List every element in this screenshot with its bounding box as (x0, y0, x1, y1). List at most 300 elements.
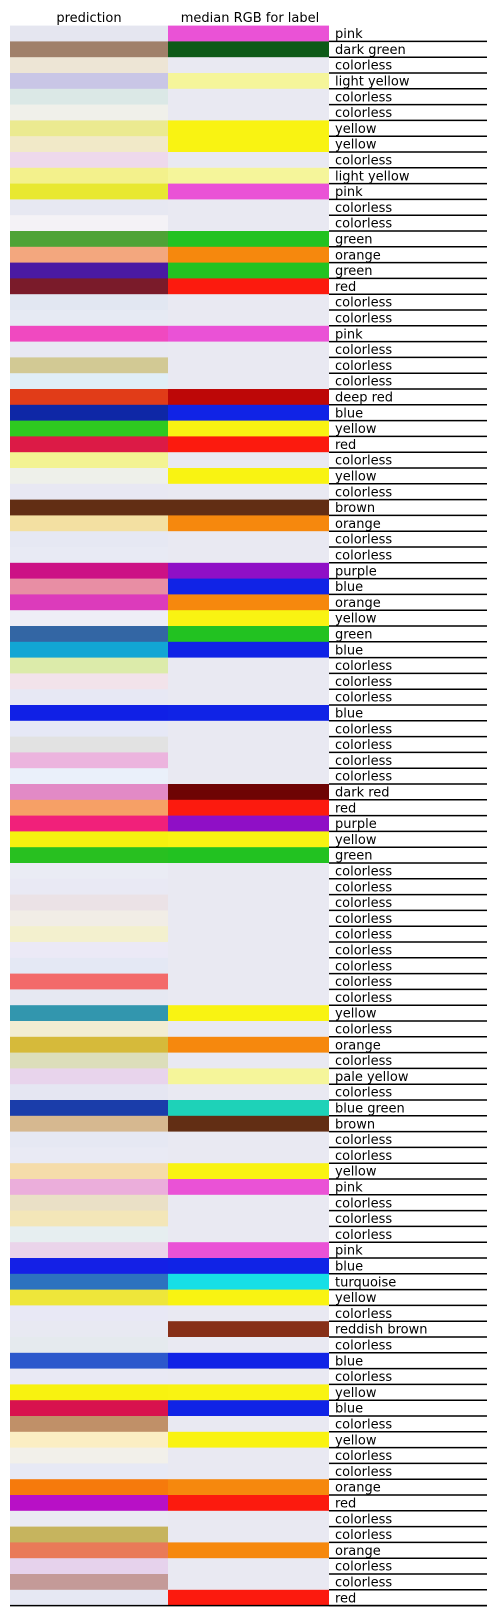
median-swatch (168, 1179, 329, 1195)
median-swatch (168, 1416, 329, 1432)
median-swatch (168, 294, 329, 310)
label-text: colorless (335, 453, 393, 469)
median-swatch (168, 1369, 329, 1385)
label-text: dark red (335, 785, 390, 801)
prediction-swatch (10, 152, 168, 168)
label-text: colorless (335, 959, 393, 975)
median-swatch (168, 926, 329, 942)
median-swatch (168, 784, 329, 800)
label-text: deep red (335, 390, 393, 406)
prediction-swatch (10, 879, 168, 895)
prediction-swatch (10, 1558, 168, 1574)
label-text: green (335, 848, 373, 864)
label-text: colorless (335, 311, 393, 327)
label-text: blue green (335, 1101, 405, 1117)
label-text: colorless (335, 659, 393, 675)
median-swatch (168, 1527, 329, 1543)
prediction-swatch (10, 926, 168, 942)
median-swatch (168, 199, 329, 215)
median-swatch (168, 1321, 329, 1337)
prediction-swatch (10, 531, 168, 547)
median-swatch (168, 263, 329, 279)
prediction-swatch (10, 1400, 168, 1416)
prediction-swatch (10, 247, 168, 263)
median-swatch (168, 1384, 329, 1400)
label-text: colorless (335, 1575, 393, 1591)
median-swatch (168, 1037, 329, 1053)
label-text: pink (335, 1243, 363, 1259)
label-text: yellow (335, 611, 377, 627)
median-swatch (168, 1432, 329, 1448)
label-text: pink (335, 185, 363, 201)
median-swatch (168, 184, 329, 200)
label-text: light yellow (335, 74, 410, 90)
prediction-swatch (10, 1290, 168, 1306)
label-text: colorless (335, 1085, 393, 1101)
prediction-swatch (10, 421, 168, 437)
label-text: colorless (335, 106, 393, 122)
median-swatch (168, 768, 329, 784)
median-swatch (168, 357, 329, 373)
median-swatch (168, 152, 329, 168)
prediction-swatch (10, 1226, 168, 1242)
label-text: colorless (335, 927, 393, 943)
label-text: orange (335, 1038, 381, 1054)
median-swatch (168, 594, 329, 610)
label-text: yellow (335, 121, 377, 137)
median-swatch (168, 895, 329, 911)
prediction-swatch (10, 515, 168, 531)
prediction-swatch (10, 784, 168, 800)
label-text: colorless (335, 1148, 393, 1164)
label-text: yellow (335, 1006, 377, 1022)
label-text: turquoise (335, 1275, 397, 1291)
prediction-swatch (10, 1258, 168, 1274)
prediction-swatch (10, 610, 168, 626)
median-swatch (168, 879, 329, 895)
label-text: colorless (335, 1133, 393, 1149)
label-text: colorless (335, 674, 393, 690)
prediction-swatch (10, 199, 168, 215)
label-text: colorless (335, 722, 393, 738)
label-text: brown (335, 1117, 376, 1133)
prediction-swatch (10, 705, 168, 721)
median-swatch (168, 1021, 329, 1037)
prediction-swatch (10, 1384, 168, 1400)
label-text: colorless (335, 896, 393, 912)
label-text: colorless (335, 769, 393, 785)
label-text: colorless (335, 532, 393, 548)
label-text: colorless (335, 1054, 393, 1070)
prediction-swatch (10, 468, 168, 484)
median-swatch (168, 847, 329, 863)
label-text: blue (335, 643, 364, 659)
label-text: dark green (335, 42, 406, 58)
label-text: yellow (335, 1385, 377, 1401)
median-swatch (168, 1195, 329, 1211)
median-swatch (168, 515, 329, 531)
prediction-swatch (10, 1195, 168, 1211)
prediction-swatch (10, 231, 168, 247)
median-swatch (168, 1211, 329, 1227)
median-swatch (168, 168, 329, 184)
label-text: yellow (335, 137, 377, 153)
label-text: pink (335, 1180, 363, 1196)
prediction-swatch (10, 389, 168, 405)
prediction-swatch (10, 673, 168, 689)
prediction-swatch (10, 500, 168, 516)
prediction-swatch (10, 768, 168, 784)
prediction-swatch (10, 1211, 168, 1227)
median-swatch (168, 737, 329, 753)
label-text: blue (335, 1259, 364, 1275)
median-swatch (168, 1400, 329, 1416)
label-text: yellow (335, 1164, 377, 1180)
median-swatch (168, 215, 329, 231)
prediction-swatch (10, 57, 168, 73)
label-text: blue (335, 406, 364, 422)
prediction-swatch (10, 1005, 168, 1021)
prediction-swatch (10, 120, 168, 136)
label-text: colorless (335, 90, 393, 106)
median-swatch (168, 1558, 329, 1574)
median-swatch (168, 310, 329, 326)
prediction-swatch (10, 1590, 168, 1606)
prediction-swatch (10, 26, 168, 42)
prediction-swatch (10, 1448, 168, 1464)
median-swatch (168, 816, 329, 832)
prediction-swatch (10, 373, 168, 389)
prediction-swatch (10, 1053, 168, 1069)
prediction-swatch (10, 594, 168, 610)
prediction-swatch (10, 1511, 168, 1527)
median-swatch (168, 120, 329, 136)
median-swatch (168, 452, 329, 468)
prediction-swatch (10, 294, 168, 310)
label-text: yellow (335, 1433, 377, 1449)
prediction-swatch (10, 816, 168, 832)
median-swatch (168, 563, 329, 579)
label-text: orange (335, 1543, 381, 1559)
prediction-swatch (10, 1147, 168, 1163)
median-swatch (168, 373, 329, 389)
prediction-swatch (10, 1479, 168, 1495)
prediction-swatch (10, 895, 168, 911)
median-swatch (168, 658, 329, 674)
median-swatch (168, 831, 329, 847)
median-swatch (168, 1495, 329, 1511)
median-swatch (168, 1590, 329, 1606)
prediction-swatch (10, 1084, 168, 1100)
prediction-swatch (10, 1037, 168, 1053)
prediction-swatch (10, 689, 168, 705)
median-swatch (168, 468, 329, 484)
prediction-swatch (10, 1416, 168, 1432)
median-swatch (168, 57, 329, 73)
median-swatch (168, 958, 329, 974)
prediction-swatch (10, 1495, 168, 1511)
label-text: red (335, 1591, 357, 1607)
median-swatch (168, 1305, 329, 1321)
prediction-swatch (10, 105, 168, 121)
median-swatch (168, 342, 329, 358)
median-swatch (168, 1353, 329, 1369)
header-median-rgb: median RGB for label (180, 11, 320, 26)
median-swatch (168, 721, 329, 737)
label-text: yellow (335, 469, 377, 485)
median-swatch (168, 500, 329, 516)
prediction-swatch (10, 910, 168, 926)
label-text: pink (335, 327, 363, 343)
prediction-swatch (10, 89, 168, 105)
prediction-swatch (10, 800, 168, 816)
label-text: colorless (335, 548, 393, 564)
prediction-swatch (10, 721, 168, 737)
prediction-swatch (10, 357, 168, 373)
median-swatch (168, 421, 329, 437)
median-swatch (168, 800, 329, 816)
median-swatch (168, 326, 329, 342)
label-text: yellow (335, 832, 377, 848)
median-swatch (168, 1132, 329, 1148)
median-swatch (168, 547, 329, 563)
label-text: colorless (335, 880, 393, 896)
prediction-swatch (10, 1068, 168, 1084)
label-text: colorless (335, 1196, 393, 1212)
median-swatch (168, 26, 329, 42)
prediction-swatch (10, 658, 168, 674)
prediction-swatch (10, 1542, 168, 1558)
label-text: colorless (335, 1212, 393, 1228)
median-swatch (168, 1005, 329, 1021)
label-text: red (335, 1496, 357, 1512)
prediction-swatch (10, 1242, 168, 1258)
prediction-swatch (10, 1337, 168, 1353)
prediction-swatch (10, 405, 168, 421)
header-prediction: prediction (56, 11, 122, 26)
label-text: colorless (335, 200, 393, 216)
median-swatch (168, 531, 329, 547)
median-swatch (168, 436, 329, 452)
prediction-swatch (10, 626, 168, 642)
median-swatch (168, 689, 329, 705)
label-text: colorless (335, 58, 393, 74)
prediction-swatch (10, 136, 168, 152)
label-text: blue (335, 580, 364, 596)
label-text: colorless (335, 358, 393, 374)
prediction-swatch (10, 1353, 168, 1369)
label-text: colorless (335, 1370, 393, 1386)
label-text: colorless (335, 343, 393, 359)
prediction-swatch (10, 278, 168, 294)
median-swatch (168, 989, 329, 1005)
prediction-swatch (10, 579, 168, 595)
median-swatch (168, 247, 329, 263)
prediction-swatch (10, 958, 168, 974)
label-text: brown (335, 501, 376, 517)
prediction-swatch (10, 1574, 168, 1590)
label-text: yellow (335, 422, 377, 438)
prediction-swatch (10, 342, 168, 358)
median-swatch (168, 405, 329, 421)
label-text: blue (335, 1401, 364, 1417)
label-text: pink (335, 27, 363, 43)
median-swatch (168, 673, 329, 689)
median-swatch (168, 1337, 329, 1353)
prediction-swatch (10, 1116, 168, 1132)
prediction-swatch (10, 1274, 168, 1290)
label-text: colorless (335, 1528, 393, 1544)
prediction-swatch (10, 1100, 168, 1116)
prediction-swatch (10, 1021, 168, 1037)
prediction-swatch (10, 831, 168, 847)
prediction-swatch (10, 1163, 168, 1179)
prediction-swatch (10, 1179, 168, 1195)
prediction-swatch (10, 168, 168, 184)
prediction-swatch (10, 215, 168, 231)
prediction-swatch (10, 863, 168, 879)
label-text: green (335, 232, 373, 248)
label-text: yellow (335, 1291, 377, 1307)
label-text: colorless (335, 153, 393, 169)
label-text: colorless (335, 1338, 393, 1354)
prediction-swatch (10, 942, 168, 958)
prediction-swatch (10, 1305, 168, 1321)
label-text: colorless (335, 1512, 393, 1528)
prediction-swatch (10, 310, 168, 326)
prediction-swatch (10, 1369, 168, 1385)
median-swatch (168, 1100, 329, 1116)
label-text: orange (335, 1480, 381, 1496)
median-swatch (168, 974, 329, 990)
median-swatch (168, 231, 329, 247)
median-swatch (168, 73, 329, 89)
median-swatch (168, 1479, 329, 1495)
label-text: light yellow (335, 169, 410, 185)
label-text: purple (335, 817, 377, 833)
prediction-swatch (10, 1132, 168, 1148)
prediction-swatch (10, 1432, 168, 1448)
median-swatch (168, 1147, 329, 1163)
median-swatch (168, 1274, 329, 1290)
median-swatch (168, 1574, 329, 1590)
label-text: colorless (335, 864, 393, 880)
prediction-swatch (10, 326, 168, 342)
prediction-swatch (10, 436, 168, 452)
label-text: colorless (335, 1559, 393, 1575)
prediction-swatch (10, 547, 168, 563)
prediction-swatch (10, 974, 168, 990)
median-swatch (168, 1448, 329, 1464)
median-swatch (168, 389, 329, 405)
median-swatch (168, 136, 329, 152)
median-swatch (168, 1290, 329, 1306)
label-text: colorless (335, 690, 393, 706)
label-text: colorless (335, 1449, 393, 1465)
prediction-swatch (10, 989, 168, 1005)
prediction-swatch (10, 184, 168, 200)
label-text: colorless (335, 1306, 393, 1322)
prediction-swatch (10, 263, 168, 279)
median-swatch (168, 1116, 329, 1132)
median-swatch (168, 705, 329, 721)
median-swatch (168, 642, 329, 658)
label-text: colorless (335, 295, 393, 311)
label-text: colorless (335, 216, 393, 232)
prediction-swatch (10, 563, 168, 579)
label-text: colorless (335, 1464, 393, 1480)
label-text: orange (335, 248, 381, 264)
label-text: colorless (335, 485, 393, 501)
label-text: colorless (335, 975, 393, 991)
median-swatch (168, 942, 329, 958)
prediction-swatch (10, 73, 168, 89)
median-swatch (168, 752, 329, 768)
median-swatch (168, 1226, 329, 1242)
median-swatch (168, 1258, 329, 1274)
median-swatch (168, 105, 329, 121)
label-text: blue (335, 706, 364, 722)
label-text: green (335, 264, 373, 280)
label-text: orange (335, 595, 381, 611)
label-text: red (335, 801, 357, 817)
median-swatch (168, 910, 329, 926)
median-swatch (168, 89, 329, 105)
label-text: red (335, 437, 357, 453)
label-text: red (335, 279, 357, 295)
median-swatch (168, 579, 329, 595)
prediction-swatch (10, 847, 168, 863)
label-text: colorless (335, 1227, 393, 1243)
prediction-swatch (10, 752, 168, 768)
prediction-swatch (10, 1463, 168, 1479)
label-text: blue (335, 1354, 364, 1370)
label-text: colorless (335, 943, 393, 959)
label-text: colorless (335, 374, 393, 390)
median-swatch (168, 1084, 329, 1100)
median-swatch (168, 1511, 329, 1527)
median-swatch (168, 278, 329, 294)
prediction-swatch (10, 41, 168, 57)
median-swatch (168, 1242, 329, 1258)
median-swatch (168, 1542, 329, 1558)
label-text: colorless (335, 1022, 393, 1038)
label-text: pale yellow (335, 1069, 409, 1085)
label-text: green (335, 627, 373, 643)
label-text: reddish brown (335, 1322, 428, 1338)
prediction-swatch (10, 484, 168, 500)
median-swatch (168, 1068, 329, 1084)
label-text: colorless (335, 1417, 393, 1433)
label-text: colorless (335, 911, 393, 927)
label-text: colorless (335, 753, 393, 769)
median-swatch (168, 41, 329, 57)
table-rows (10, 26, 487, 1607)
median-swatch (168, 1053, 329, 1069)
median-swatch (168, 626, 329, 642)
median-swatch (168, 1463, 329, 1479)
prediction-swatch (10, 642, 168, 658)
median-swatch (168, 1163, 329, 1179)
label-text: orange (335, 516, 381, 532)
label-text: colorless (335, 738, 393, 754)
prediction-swatch (10, 452, 168, 468)
median-swatch (168, 863, 329, 879)
prediction-swatch (10, 1527, 168, 1543)
prediction-swatch (10, 1321, 168, 1337)
label-text: colorless (335, 990, 393, 1006)
median-swatch (168, 610, 329, 626)
